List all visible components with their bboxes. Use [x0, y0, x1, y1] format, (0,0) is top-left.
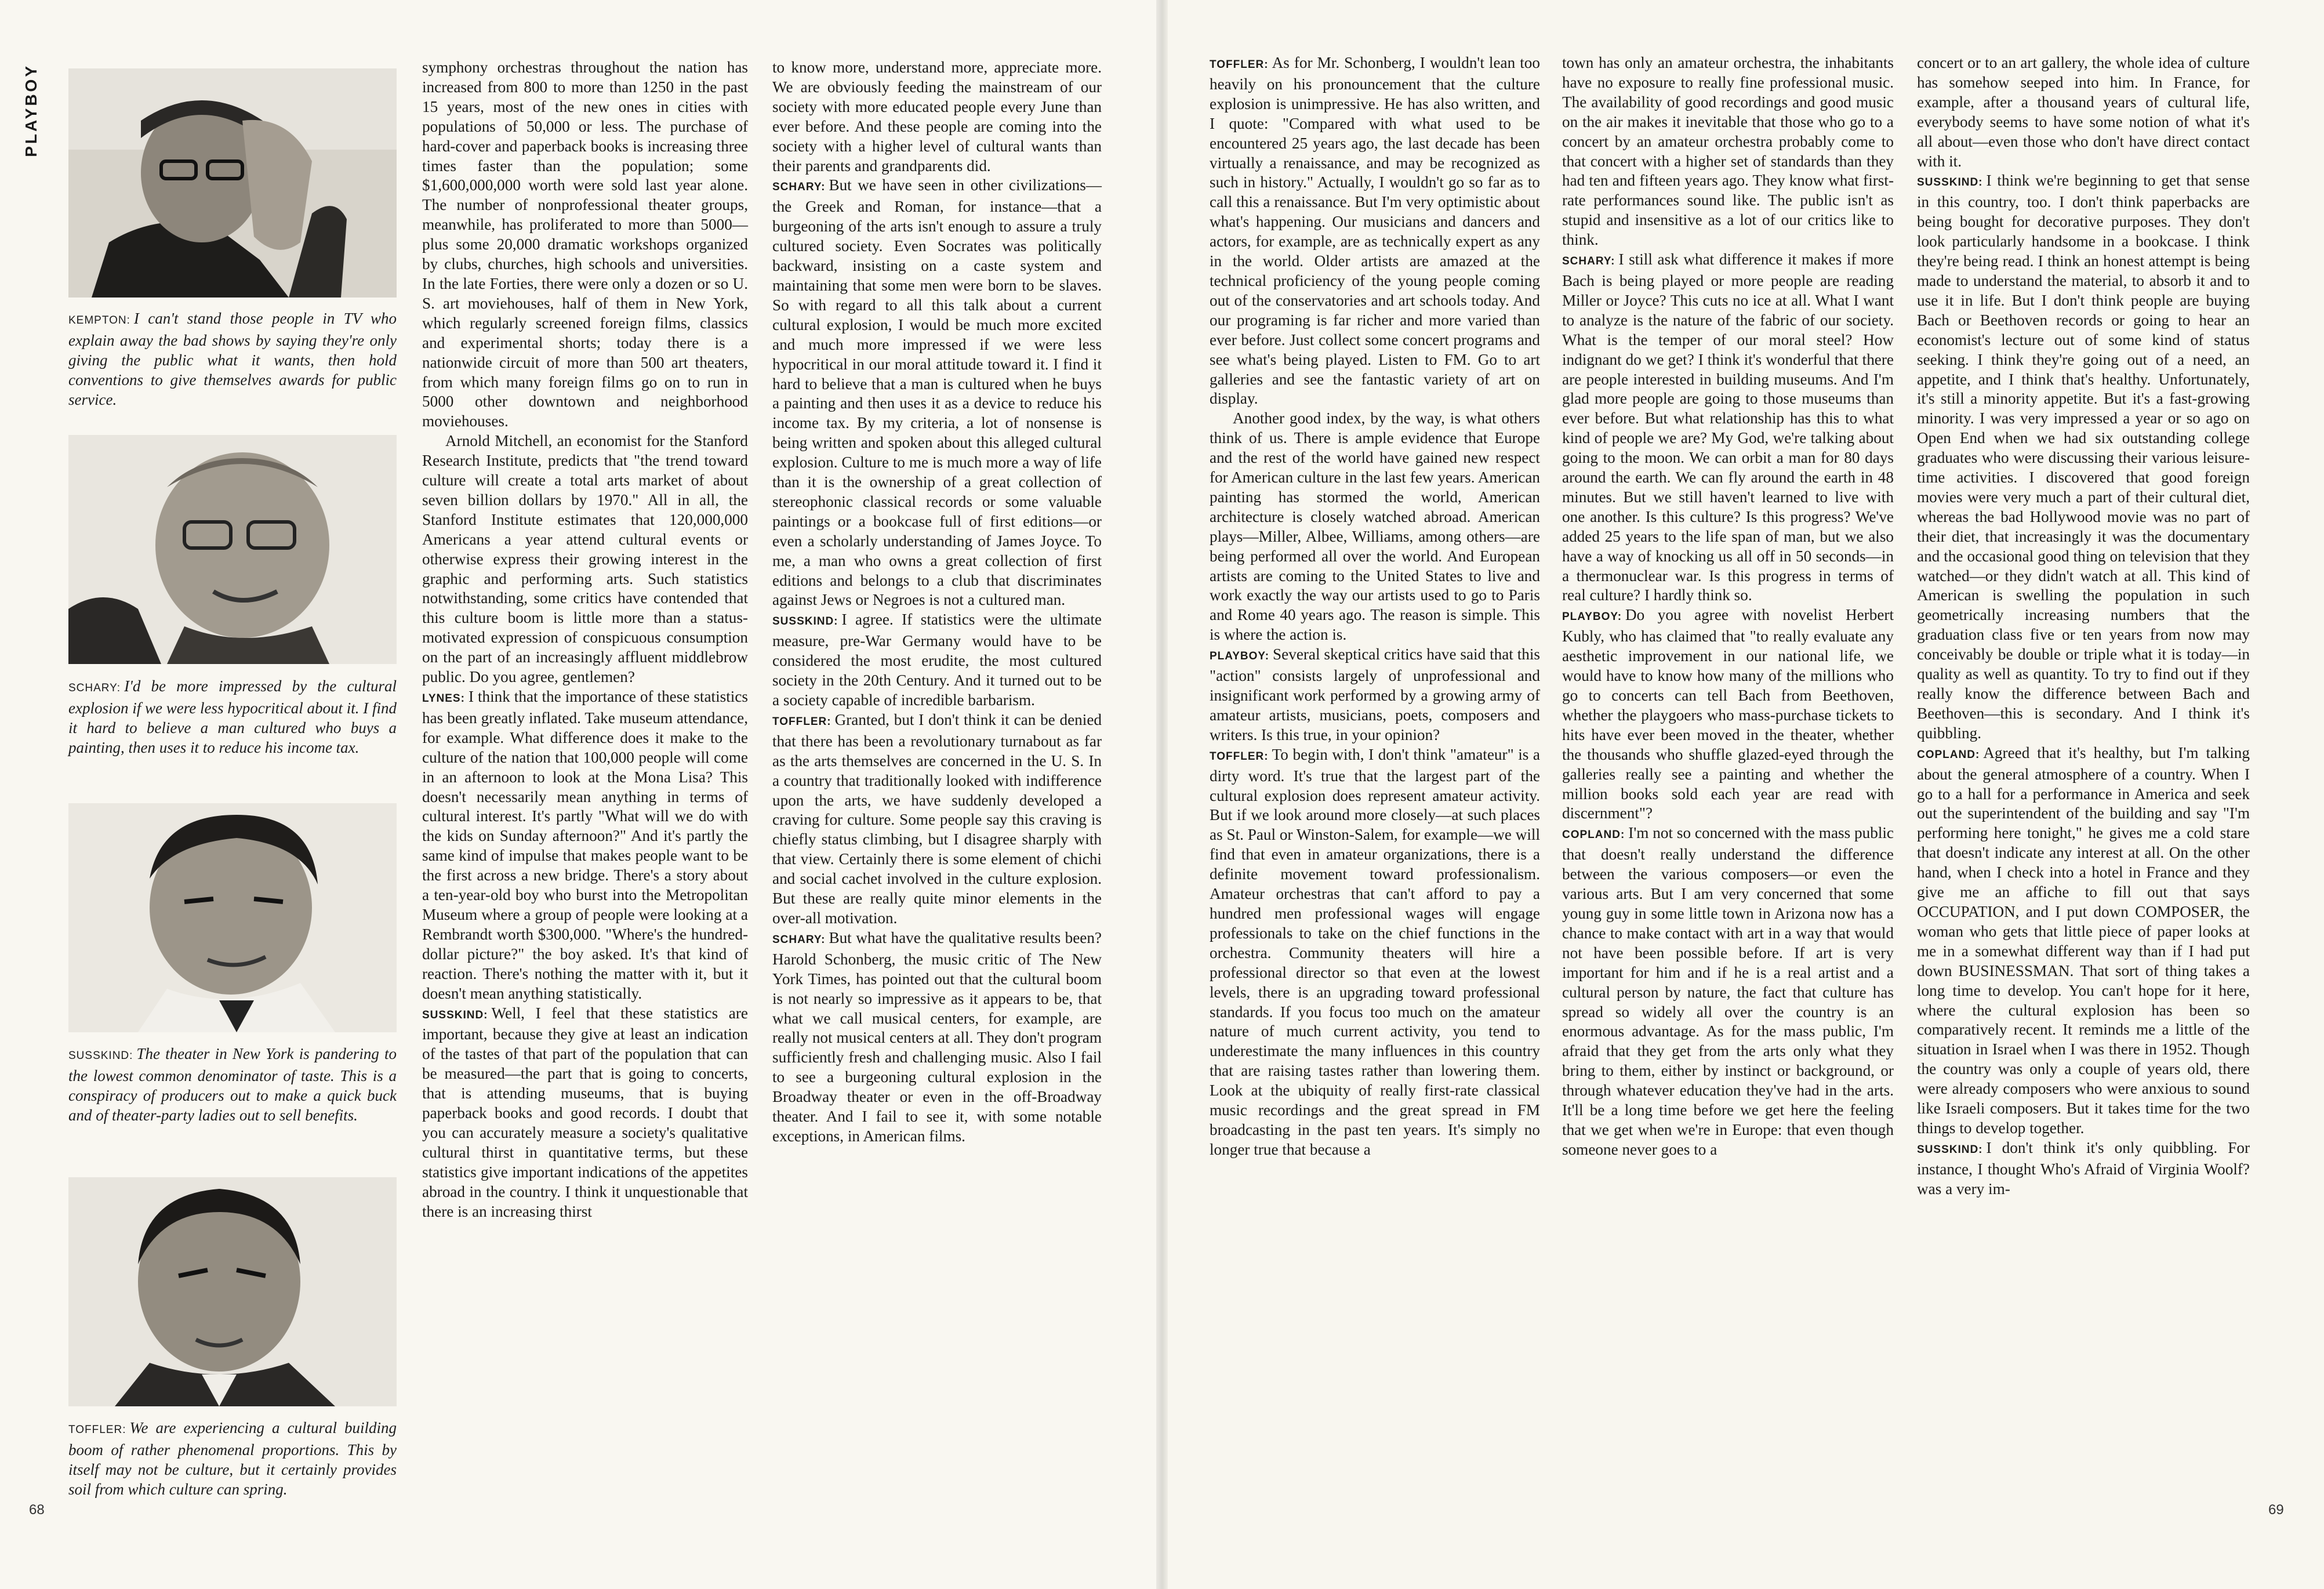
paragraph: LYNES: I think that the importance of these statistics has been greatly inflated. Take museum attendance, for example. What difference does it make to the culture of the nation that 100,000 people will come in an afternoon to look at the Mona Lisa? This doesn't necessarily mean anything in terms of cultural interest. It's partly "What will we do with the kids on Sunday afternoon?" And it's partly the same kind of impulse that makes people want to be the first across a new bridge. There's a story about a ten-year-old boy who burst into the Metropolitan Museum where a group of people were looking at a Rembrandt worth $300,000. "Where's the hundred-dollar picture?" the boy asked. It's that kind of reaction. There's nothing the matter with it, but it doesn't mean anything statistically.: [422, 688, 748, 1002]
paragraph: SCHARY: But we have seen in other civilizations—the Greek and Roman, for instance—that a burgeoning of the arts isn't enough to assure a truly cultured society. Even Socrates was politically backward, insisting on a caste system and maintaining that some men were born to be slaves. So with regard to all this talk about a current cultural explosion, I would be much more excited and much more impressed if we were less hypocritical in our moral attitude toward it. I find it hard to believe that a man is cultured when he buys a painting and then uses it as a device to reduce his income tax. By my criteria, a lot of nonsense is being written and spoken about this alleged cultural explosion. Culture to me is much more a way of life than it is the ownership of a great collection of stereophonic classical records or some valuable paintings or a bookcase full of first editions—or even a scholarly understanding of James Joyce. To me, a man who owns a great collection of first editions and belongs to a club that discriminates against Jews or Negroes is not a cultured man.: [772, 176, 1102, 609]
speaker-label: SUSSKIND:: [422, 1008, 488, 1021]
caption-text: I can't stand those people in TV who explain away the bad shows by saying they're only giving the public what it wants, then hold conventions to give themselves awards for public service.: [68, 310, 397, 408]
paragraph: SUSSKIND: Well, I feel that these statistics are important, because they give at least an indication of the tastes of that part of the population that can be measured—the part that is going to concerts, that is attending museums, that is buying paperback books and good records. I doubt that you can accurately measure a society's qualitative cultural thirst in quantitative terms, but these statistics give important indications of the appetites abroad in the country. I think it unquestionable that there is an increasing thirst: [422, 1004, 748, 1220]
caption-speaker: SCHARY:: [68, 682, 121, 694]
paragraph: to know more, understand more, appreciate more. We are obviously feeding the mainstream of our society with more educated people every June than ever before. And these people are coming into the society with a higher level of cultural wants than their parents and grandparents did.: [772, 59, 1102, 175]
caption-toffler: [68, 1418, 397, 1499]
paragraph: SCHARY: But what have the qualitative results been? Harold Schonberg, the music critic of The New York Times, has pointed out that the cultural boom is not nearly so impressive as it appears to be, that what we call musical centers, for example, are really not musical centers at all. They don't program sufficiently fresh and challenging music. Also I fail to see a burgeoning cultural explosion in the Broadway theater or even in the off-Broadway theater. And I fail to see it, with some notable exceptions, in American films.: [772, 928, 1102, 1145]
caption-text: I'd be more impressed by the cultural explosion if we were less hypocritical about it. I find it hard to believe a man cultured who buys a painting, then uses it to reduce his income tax.: [68, 677, 397, 756]
page-gutter: [1156, 0, 1168, 1589]
caption-text: We are experiencing a cultural building boom of rather phenomenal proportions. This by itself may not be culture, but it certainly provides soil from which culture can spring.: [68, 1419, 397, 1498]
paragraph: PLAYBOY: Do you agree with novelist Herbert Kubly, who has claimed that "to really evaluate any aesthetic improvement in our national life, we would have to know how many of the millions who go to concerts can tell Bach from Beethoven, whether the playgoers who mass-purchase tickets to hits have ever been moved in the theater, whether the thousands who shuffle glazed-eyed through the galleries really see a painting and whether the million books sold each year are read with discernment"?: [1562, 606, 1894, 822]
caption-speaker: KEMPTON:: [68, 314, 130, 326]
paragraph: COPLAND: I'm not so concerned with the mass public that doesn't really understand the difference between the various composers—or even the various arts. But I am very concerned that some young guy in some little town in Arizona now has a chance to make contact with art in a way that would not have been possible before. If art is very important for him and if he is a real artist and a cultural person by nature, the fact that culture has spread so widely all over the country is an enormous advantage. As for the mass public, I'm afraid that they get from the arts only what they bring to them, either by instinct or background, or through whatever education they've had in the arts. It'll be a long time before we get here the feeling that we get when we're in Europe: that even though someone never goes to a: [1562, 824, 1894, 1158]
caption-schary: [68, 676, 397, 757]
paragraph: SUSSKIND: I don't think it's only quibbling. For instance, I thought Who's Afraid of Virginia Woolf? was a very im-: [1917, 1138, 2250, 1198]
paragraph: COPLAND: Agreed that it's healthy, but I'm talking about the general atmosphere of a country. When I go to a hall for a performance in America and seek out the superintendent of the building and say "I'm performing here tonight," he gives me a cold stare that doesn't indicate any interest at all. On the other hand, when I check into a hotel in France and they give me an affiche to fill out that says OCCUPATION, and I put down COMPOSER, the woman who gets that little piece of paper looks at me in a somewhat different way than if I had put down BUSINESSMAN. That sort of thing takes a long time to develop. You can't hope for it here, where the cultural explosion has been so comparatively recent. It reminds me a little of the situation in Israel when I was there in 1952. Though the country was only a couple of years old, there were already composers who were anxious to sound like Israeli composers. But it takes time for the two things to develop together.: [1917, 743, 2250, 1137]
paragraph: TOFFLER: To begin with, I don't think "amateur" is a dirty word. It's true that the largest part of the cultural explosion does represent amateur activity. But if we look around more closely—at such places as St. Paul or Winston-Salem, for example—we will find that even in amateur organizations, there is a definite movement toward professionalism. Amateur orchestras that can't afford to pay a hundred men professional wages will engage professionals to take on the chief functions in the orchestra. Community theaters will hire a professional director so that even at the lowest levels, there is an upgrading toward professional standards. If you focus too much on the amateur nature of much current activity, you tend to underestimate the many influences in this country that are raising tastes rather than lowering them. Look at the ubiquity of really first-rate classical music recordings and the great spread in FM broadcasting in the past ten years. It's simply no longer true that because a: [1210, 745, 1541, 1158]
speaker-label: TOFFLER:: [1210, 750, 1269, 763]
photo-toffler: [68, 1177, 397, 1406]
paragraph: SUSSKIND: I think we're beginning to get that sense in this country, too. I don't think paperbacks are being bought for decorative purposes. They don't look particularly handsome in a bookcase. I think they're being read. I think an honest attempt is being made to understand the material, to absorb it and to use it in life. But I don't think people are buying Bach or Beethoven records or going to hear an economist's lecture out of some kind of status seeking. I think they're going out of a need, an appetite, and I think that's healthy. Unfortunately, it's still a minority appetite. But it's a fast-growing minority. I was very impressed a year or so ago on Open End when we had six outstanding college graduates who were discussing their various leisure-time activities. I discovered that good foreign movies were very much a part of their cultural diet, whereas the bad Hollywood movie was no part of their diet, that increasingly it was the documentary and the occasional good thing on television that they watched—or they didn't watch at all. This kind of American is swelling the population in such geometrically increasing numbers that the graduation class five or ten years from now may conceivably be double or triple what it is today—in quality as well as quantity. To try to find out if they really know the difference between Bach and Beethoven—this is secondary. And I think it's quibbling.: [1917, 172, 2250, 742]
paragraph: SCHARY: I still ask what difference it makes if more Bach is being played or more people are reading Miller or Joyce? This cuts no ice at all. What I want to analyze is the nature of the fabric of our society. What is the temper of our moral steel? How indignant do we get? I think it's wonderful that there are people interested in building museums. And I'm glad more people are going to those museums than ever before. But what relationship has this to what kind of people we are? My God, we're talking about going to the moon. We can orbit a man for 80 days around the earth. We can fly around the earth in 48 minutes. But we still haven't learned to live with one another. Is this culture? Is this progress? We've added 25 years to the life span of man, but we also have a way of knocking us all off in 50 seconds—in a thermonuclear war. Is this progress in terms of real culture? I hardly think so.: [1562, 251, 1894, 604]
speaker-label: SCHARY:: [1562, 255, 1615, 268]
photo-schary: [68, 435, 397, 664]
page-number-right: 69: [2268, 1502, 2284, 1518]
paragraph: TOFFLER: As for Mr. Schonberg, I wouldn't lean too heavily on his pronouncement that the culture explosion is unimpressive. He has also written, and I quote: "Compared with what used to be encountered 25 years ago, the last decade has been virtually a renaissance, and may be recognized as such in history." Actually, I wouldn't go so far as to call this a renaissance. But I'm very optimistic about what's happening. Our musicians and dancers and actors, for example, are as technically expert as any in the world. Older artists are amazed at the technical proficiency of the young people coming out of the conservatories and art schools today. And our programing is far richer and more varied than ever before. Just collect some concert programs and see what's being played. Listen to FM. Go to art galleries and see the fantastic variety of art on display.: [1210, 54, 1540, 408]
paragraph: town has only an amateur orchestra, the inhabitants have no exposure to really fine professional music. The availability of good recordings and good music on the air makes it inevitable that those who go to a concert by an amateur orchestra probably come to that concert with a higher set of standards than they had ten and fifteen years ago. They know what first-rate performances sound like. The public isn't as stupid and insensitive as a lot of our critics like to think.: [1562, 54, 1894, 249]
speaker-label: TOFFLER:: [1210, 59, 1269, 71]
speaker-label: SUSSKIND:: [1917, 176, 1983, 189]
caption-speaker: TOFFLER:: [68, 1424, 126, 1436]
paragraph: SUSSKIND: I agree. If statistics were the ultimate measure, pre-War Germany would have to be considered the most erudite, the most cultured society in the 20th Century. And it turned out to be a society capable of incredible barbarism.: [772, 611, 1102, 709]
speaker-label: COPLAND:: [1562, 829, 1625, 841]
speaker-label: PLAYBOY:: [1210, 650, 1270, 663]
photo-kempton: [68, 68, 397, 298]
speaker-label: TOFFLER:: [772, 715, 831, 728]
speaker-label: SUSSKIND:: [772, 615, 838, 628]
text-column-5: [1917, 53, 2250, 1199]
caption-text: The theater in New York is pandering to the lowest common denominator of taste. This is a conspiracy of producers out to make a quick buck and of theater-party ladies out to sell benefits.: [68, 1045, 397, 1124]
caption-kempton: [68, 309, 397, 409]
caption-speaker: SUSSKIND:: [68, 1050, 133, 1062]
text-column-3: [1210, 53, 1540, 1160]
text-column-1: [422, 58, 748, 1221]
paragraph: Another good index, by the way, is what others think of us. There is ample evidence that Europe and the rest of the world have gained new respect for American culture in the last few years. American painting has stormed the world, American architecture is closely watched abroad. American plays—Miller, Albee, Williams, among others—are being performed all over the world. And European artists are coming to the United States to live and work exactly the way our artists used to go to Paris and Rome 40 years ago. The reason is simple. This is where the action is.: [1210, 409, 1540, 644]
paragraph: PLAYBOY: Several skeptical critics have said that this "action" consists largely of unprofessional and insignificant work performed by a growing army of amateur artists, musicians, poets, composers and writers. Is this true, in your opinion?: [1210, 645, 1540, 743]
speaker-label: SCHARY:: [772, 181, 826, 194]
speaker-label: PLAYBOY:: [1562, 611, 1622, 623]
page-number-left: 68: [29, 1502, 45, 1518]
speaker-label: SUSSKIND:: [1917, 1143, 1983, 1156]
speaker-label: LYNES:: [422, 692, 465, 705]
text-column-4: [1562, 53, 1894, 1160]
photo-susskind: [68, 803, 397, 1032]
paragraph: TOFFLER: Granted, but I don't think it can be denied that there has been a revolutionary turnabout as far as the arts themselves are concerned in the U. S. In a country that traditionally looked with indifference upon the arts, we have suddenly developed a craving for culture. Some people say this craving is chiefly status climbing, but I disagree sharply with that view. Certainly there is some element of chichi and social cachet involved in the culture explosion. But these are really quite minor elements in the over-all motivation.: [772, 710, 1102, 927]
magazine-title: PLAYBOY: [22, 64, 40, 157]
speaker-label: SCHARY:: [772, 933, 826, 946]
text-column-2: [772, 58, 1102, 1147]
paragraph: concert or to an art gallery, the whole idea of culture has somehow seeped into him. In France, for example, after a thousand years of cultural life, everybody seems to have some notion of what it's all about—even those who don't have direct contact with it.: [1917, 54, 2250, 170]
paragraph: symphony orchestras throughout the nation has increased from 800 to more than 1250 in the past 15 years, most of the new ones in cities with populations of 50,000 or less. The purchase of hard-cover and paperback books is increasing three times faster than the population; some $1,600,000,000 worth were sold last year alone. The number of nonprofessional theater groups, meanwhile, has proliferated to more than 5000—plus some 20,000 dramatic workshops organized by clubs, churches, high schools and universities. In the late Forties, there were only a dozen or so U. S. art moviehouses, half of them in New York, which regularly screened foreign films, classics and experimental shorts; today there is a nationwide circuit of more than 500 art theaters, from which many foreign films go on to run in 5000 other downtown and neighborhood moviehouses.: [422, 59, 748, 430]
caption-susskind: [68, 1044, 397, 1125]
speaker-label: COPLAND:: [1917, 748, 1980, 761]
paragraph: Arnold Mitchell, an economist for the Stanford Research Institute, predicts that "the trend toward culture will create a total arts market of about seven billion dollars by 1970." All in all, the Stanford Institute estimates that 120,000,000 Americans a year attend cultural events or otherwise express their growing interest in the graphic and performing arts. Such statistics notwithstanding, some critics have contended that this culture boom is little more than a status-motivated expression of conspicuous consumption on the part of an increasingly affluent middlebrow public. Do you agree, gentlemen?: [422, 432, 748, 686]
